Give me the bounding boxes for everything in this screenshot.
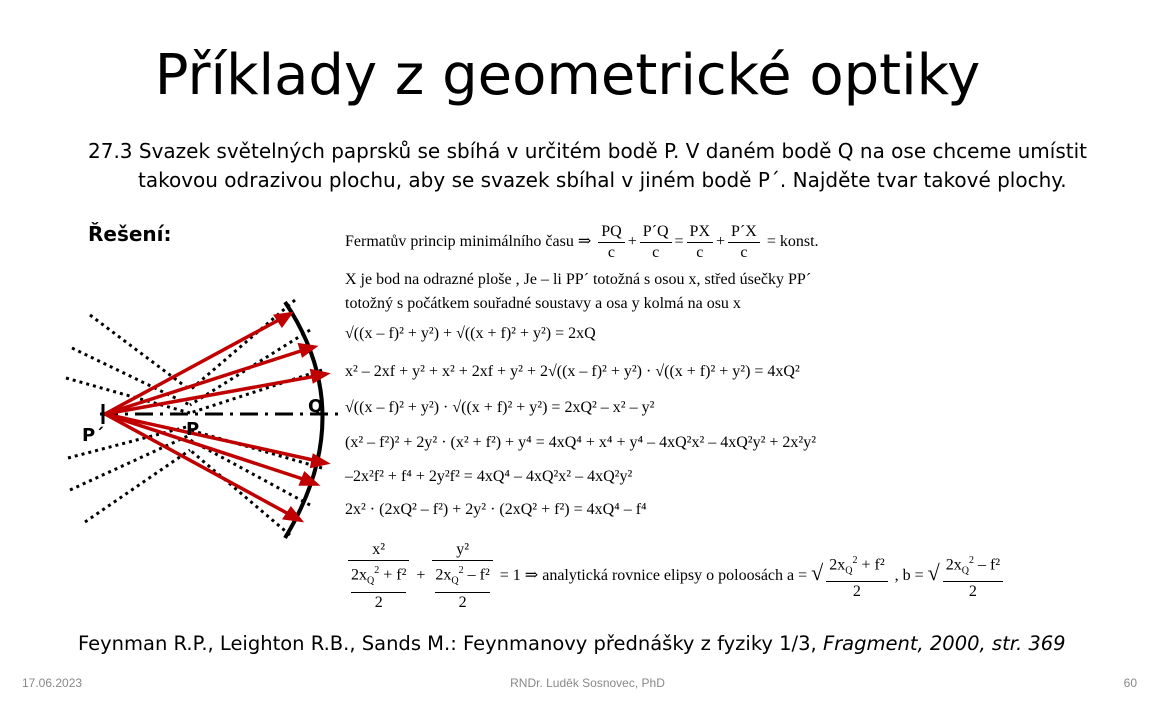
reference — [78, 632, 1066, 655]
slide-title: Příklady z geometrické optiky — [154, 43, 981, 108]
ellipse-result-text: = 1 ⇒ analytická rovnice elipsy o poloosách a = — [499, 566, 808, 584]
derivation-line-6: √((x – f)² + y²) · √((x + f)² + y²) = 2xQ² – x² – y² — [345, 399, 655, 416]
fermat-const: = konst. — [766, 233, 819, 251]
reflected-rays — [105, 314, 326, 520]
footer-page-number: 60 — [1123, 676, 1137, 690]
label-p: P — [186, 419, 200, 440]
mirror-ray-diagram — [60, 290, 350, 550]
derivation-line-8: –2x²f² + f⁴ + 2y²f² = 4xQ⁴ – 4xQ²x² – 4xQ²y² — [345, 468, 633, 485]
label-p-prime: P´ — [82, 425, 105, 446]
reference-source: Fragment, 2000, str. 369 — [822, 632, 1066, 655]
footer-date: 17.06.2023 — [22, 676, 83, 690]
derivation-line-4: √((x – f)² + y²) + √((x + f)² + y²) = 2xQ — [345, 325, 596, 342]
solution-label: Řešení: — [88, 222, 172, 246]
derivation-line-10: x² $2x_Q^2 + f^2$ 2 + y² $2x_Q^2 - f^2$ 2 = 1 ⇒ analytická rovnice elipsy o poloosách a = √ $\frac{2x_Q^2 + f^2}{2}$ , b = √ $\frac{2x_Q^2 - f^2}{2}$ — [345, 540, 1006, 613]
derivation-line-2: X je bod na odrazné ploše , Je – li PP´ totožná s osou x, střed úsečky PP´ — [345, 271, 812, 288]
problem-line-1: 27.3 Svazek světelných paprsků se sbíhá v určitém bodě P. V daném bodě Q na ose chceme umístit — [88, 139, 1087, 163]
mirror-surface — [285, 302, 323, 538]
fermat-text: Fermatův princip minimálního času ⇒ — [345, 233, 592, 251]
derivation-line-9: 2x² · (2xQ² – f²) + 2y² · (2xQ² + f²) = 4xQ⁴ – f⁴ — [345, 501, 647, 518]
derivation-line-3: totožný s počátkem souřadné soustavy a osa y kolmá na osu x — [345, 295, 741, 312]
derivation-line-5: x² – 2xf + y² + x² + 2xf + y² + 2√((x – f)² + y²) · √((x + f)² + y²) = 4xQ² — [345, 363, 800, 380]
footer-author: RNDr. Luděk Sosnovec, PhD — [510, 676, 665, 690]
ellipse-b-label: , b = — [894, 566, 924, 584]
label-q: Q — [308, 396, 324, 417]
problem-line-2: takovou odrazivou plochu, aby se svazek sbíhal v jiném bodě P´. Najděte tvar takové plochy. — [138, 168, 1067, 192]
problem-statement — [88, 137, 1088, 195]
derivation-line-7: (x² – f²)² + 2y² · (x² + f²) + y⁴ = 4xQ⁴ + x⁴ + y⁴ – 4xQ²x² – 4xQ²y² + 2x²y² — [345, 434, 816, 451]
reference-authors: Feynman R.P., Leighton R.B., Sands M.: Feynmanovy přednášky z fyziky 1/3, — [78, 632, 823, 655]
derivation-line-1: Fermatův princip minimálního času ⇒ $\frac{PQ}{c}$ + $\frac{P´Q}{c}$ = $\frac{PX}{c}$ + $\frac{P´X}{c}$ = konst. — [345, 223, 819, 261]
